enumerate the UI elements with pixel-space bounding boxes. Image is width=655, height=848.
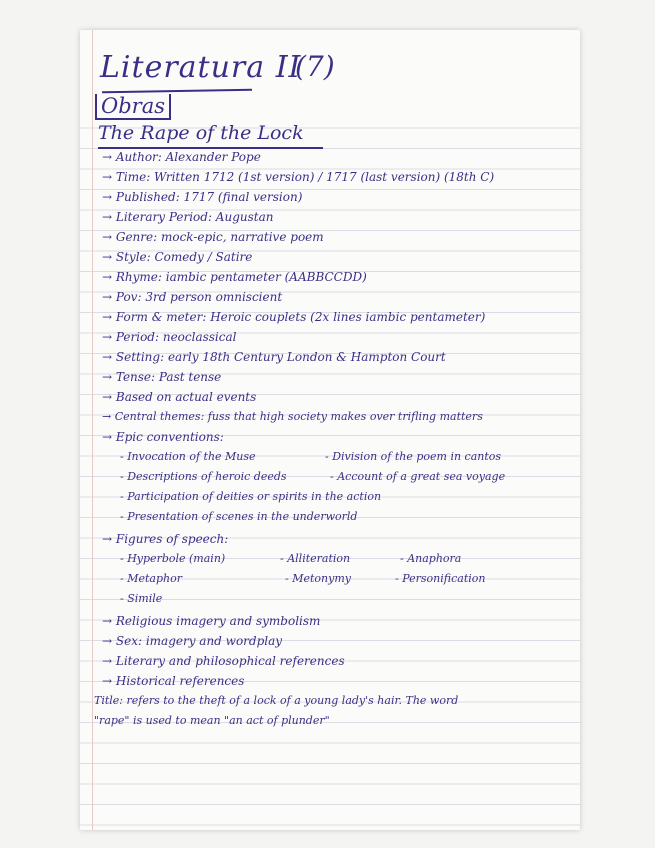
note-line: → Epic conventions: [102,430,224,444]
note-line: → Time: Written 1712 (1st version) / 1717 (last version) (18th C) [102,170,495,184]
figure-item: - Alliteration [280,552,351,565]
work-title: The Rape of the Lock [98,122,304,144]
epic-item: - Invocation of the Muse [120,450,256,463]
note-line: → Published: 1717 (final version) [102,190,303,204]
figure-item: - Anaphora [400,552,462,565]
title-note: Title: refers to the theft of a lock of a young lady's hair. The word [94,694,459,707]
page-number: (7) [295,50,335,83]
epic-item: - Division of the poem in cantos [325,450,502,463]
note-line: → Literary and philosophical references [102,654,345,668]
note-line: → Figures of speech: [102,532,229,546]
note-line: → Central themes: fuss that high society makes over trifling matters [102,410,483,423]
figure-item: - Personification [395,572,486,585]
note-line: → Setting: early 18th Century London & Hampton Court [102,350,446,364]
note-line: → Tense: Past tense [102,370,222,384]
note-line: → Based on actual events [102,390,257,404]
note-line: → Religious imagery and symbolism [102,614,321,628]
epic-item: - Account of a great sea voyage [330,470,506,483]
note-line: → Historical references [102,674,245,688]
note-line: → Author: Alexander Pope [102,150,261,164]
note-line: → Style: Comedy / Satire [102,250,253,264]
epic-item: - Participation of deities or spirits in the action [120,490,382,503]
margin-line [92,30,93,830]
note-line: → Literary Period: Augustan [102,210,274,224]
note-line: → Rhyme: iambic pentameter (AABBCCDD) [102,270,367,284]
figure-item: - Simile [120,592,163,605]
figure-item: - Metonymy [285,572,351,585]
work-title-underline [98,147,323,149]
notebook-page [80,30,580,830]
epic-item: - Descriptions of heroic deeds [120,470,287,483]
note-line: → Period: neoclassical [102,330,237,344]
title-underline [102,89,252,94]
figure-item: - Hyperbole (main) [120,552,226,565]
note-line: → Genre: mock-epic, narrative poem [102,230,324,244]
section-label: Obras [95,94,171,120]
note-line: → Sex: imagery and wordplay [102,634,283,648]
page-title: Literatura II [100,50,302,85]
note-line: → Pov: 3rd person omniscient [102,290,283,304]
figure-item: - Metaphor [120,572,182,585]
epic-item: - Presentation of scenes in the underworld [120,510,358,523]
title-note: "rape" is used to mean "an act of plunder" [94,714,330,727]
note-line: → Form & meter: Heroic couplets (2x lines iambic pentameter) [102,310,486,324]
